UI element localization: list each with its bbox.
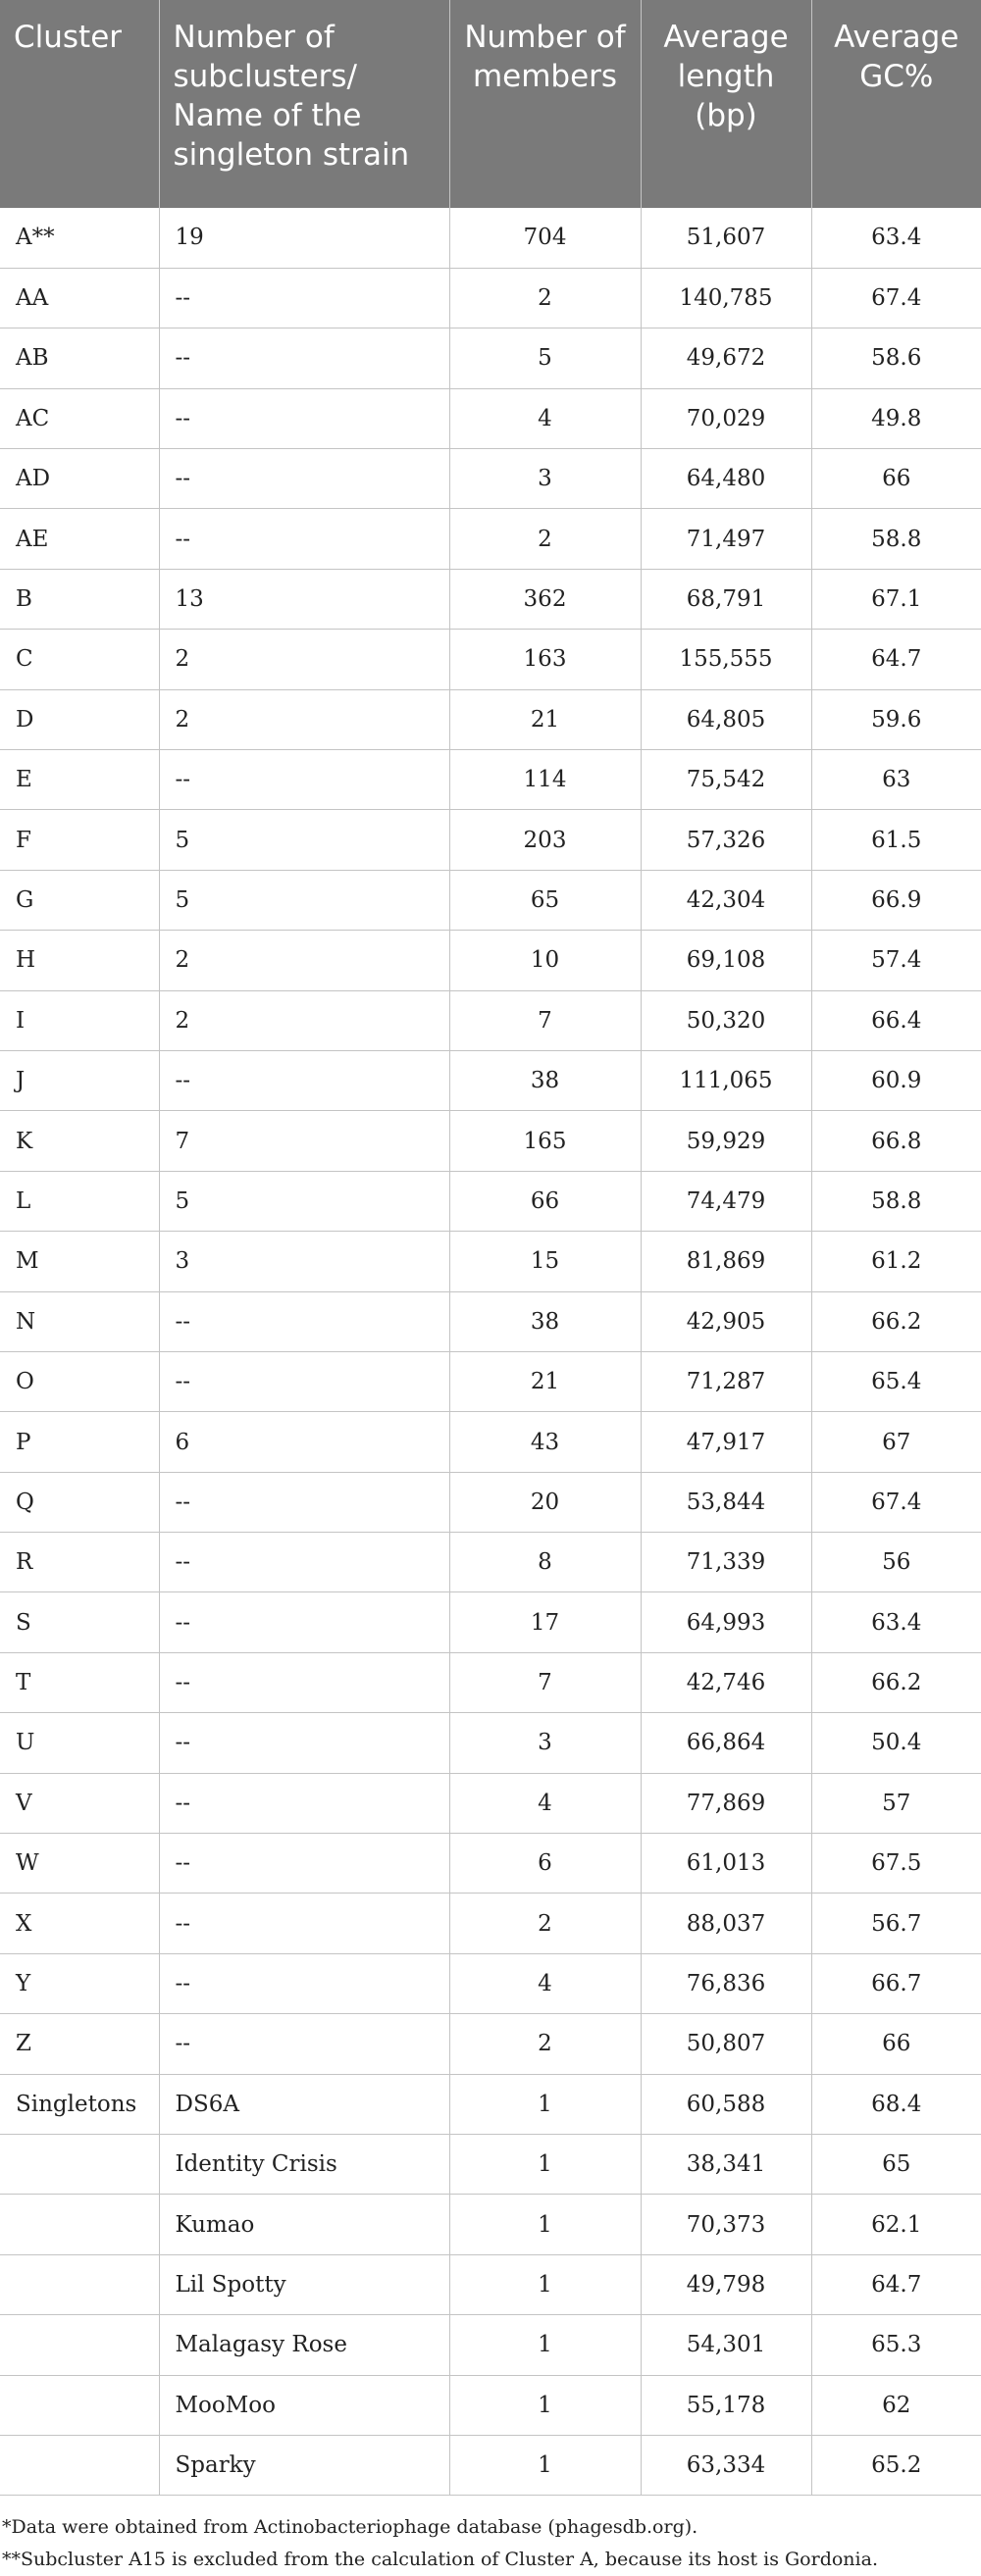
- cell-cluster: K: [0, 1111, 159, 1171]
- cell-subclusters: 13: [159, 569, 449, 629]
- cell-subclusters: 3: [159, 1232, 449, 1291]
- table-row: [0, 2315, 981, 2375]
- cell-subclusters: --: [159, 1713, 449, 1773]
- cell-subclusters: --: [159, 1291, 449, 1351]
- cell-members: 114: [449, 750, 641, 810]
- cell-average-gc: 58.6: [811, 328, 981, 388]
- cell-average-length: 71,287: [641, 1351, 811, 1411]
- cell-members: 8: [449, 1533, 641, 1592]
- cell-subclusters: --: [159, 1533, 449, 1592]
- cell-subclusters: --: [159, 449, 449, 509]
- cell-cluster: [0, 2135, 159, 2195]
- cell-average-gc: 56.7: [811, 1894, 981, 1953]
- cell-cluster: AA: [0, 268, 159, 328]
- cell-average-gc: 62.1: [811, 2195, 981, 2254]
- table-row: [0, 1533, 981, 1592]
- cell-members: 38: [449, 1050, 641, 1110]
- table-row: [0, 388, 981, 448]
- cell-average-length: 51,607: [641, 208, 811, 268]
- cell-cluster: N: [0, 1291, 159, 1351]
- cell-average-length: 111,065: [641, 1050, 811, 1110]
- table-body: [0, 208, 981, 2496]
- cell-average-length: 64,993: [641, 1592, 811, 1652]
- footnote-source: *Data were obtained from Actinobacteriophage database (phagesdb.org).: [2, 2516, 698, 2539]
- cell-cluster: S: [0, 1592, 159, 1652]
- cell-average-length: 155,555: [641, 630, 811, 689]
- cell-subclusters: 2: [159, 990, 449, 1050]
- cell-subclusters: MooMoo: [159, 2375, 449, 2435]
- cell-average-length: 70,029: [641, 388, 811, 448]
- cell-average-gc: 62: [811, 2375, 981, 2435]
- cell-cluster: M: [0, 1232, 159, 1291]
- table-row: [0, 630, 981, 689]
- cell-members: 43: [449, 1412, 641, 1472]
- cell-average-gc: 65.4: [811, 1351, 981, 1411]
- cell-average-gc: 58.8: [811, 1171, 981, 1231]
- table-row: [0, 328, 981, 388]
- table-row: [0, 870, 981, 930]
- cell-members: 1: [449, 2375, 641, 2435]
- table-row: [0, 1050, 981, 1110]
- cell-cluster: X: [0, 1894, 159, 1953]
- table-row: [0, 1171, 981, 1231]
- cell-cluster: Z: [0, 2014, 159, 2074]
- cell-members: 1: [449, 2074, 641, 2134]
- cell-average-length: 74,479: [641, 1171, 811, 1231]
- table-row: [0, 2014, 981, 2074]
- cell-subclusters: --: [159, 1351, 449, 1411]
- cell-cluster: U: [0, 1713, 159, 1773]
- cell-average-length: 54,301: [641, 2315, 811, 2375]
- cell-average-gc: 66.2: [811, 1291, 981, 1351]
- cell-members: 17: [449, 1592, 641, 1652]
- cell-cluster: AD: [0, 449, 159, 509]
- cell-average-length: 64,480: [641, 449, 811, 509]
- header-cluster: Cluster: [0, 0, 159, 208]
- cell-subclusters: 5: [159, 810, 449, 870]
- cell-subclusters: 2: [159, 931, 449, 990]
- cell-average-length: 47,917: [641, 1412, 811, 1472]
- cell-cluster: Y: [0, 1953, 159, 2013]
- cell-cluster: V: [0, 1773, 159, 1833]
- cell-members: 4: [449, 388, 641, 448]
- cell-subclusters: 6: [159, 1412, 449, 1472]
- cell-average-length: 42,746: [641, 1652, 811, 1712]
- cell-average-length: 63,334: [641, 2435, 811, 2495]
- cell-members: 1: [449, 2135, 641, 2195]
- cell-members: 3: [449, 449, 641, 509]
- table-row: [0, 1773, 981, 1833]
- table-row: [0, 990, 981, 1050]
- footnotes: [0, 2496, 981, 2576]
- table-row: [0, 2375, 981, 2435]
- cell-average-length: 53,844: [641, 1472, 811, 1532]
- cell-average-gc: 66: [811, 2014, 981, 2074]
- cell-members: 20: [449, 1472, 641, 1532]
- cell-subclusters: --: [159, 1592, 449, 1652]
- cell-subclusters: --: [159, 1050, 449, 1110]
- cell-average-gc: 66.8: [811, 1111, 981, 1171]
- cell-average-gc: 61.5: [811, 810, 981, 870]
- cell-average-length: 42,905: [641, 1291, 811, 1351]
- cell-members: 2: [449, 268, 641, 328]
- cell-average-length: 71,497: [641, 509, 811, 569]
- cell-subclusters: --: [159, 2014, 449, 2074]
- header-average-length: Average length (bp): [641, 0, 811, 208]
- cell-average-gc: 61.2: [811, 1232, 981, 1291]
- table-row: [0, 449, 981, 509]
- cell-cluster: B: [0, 569, 159, 629]
- cell-subclusters: --: [159, 1472, 449, 1532]
- cell-cluster: [0, 2254, 159, 2314]
- table-row: [0, 509, 981, 569]
- table-row: [0, 1592, 981, 1652]
- cell-subclusters: DS6A: [159, 2074, 449, 2134]
- cell-subclusters: 5: [159, 1171, 449, 1231]
- cell-members: 1: [449, 2195, 641, 2254]
- cell-members: 3: [449, 1713, 641, 1773]
- cell-average-gc: 57: [811, 1773, 981, 1833]
- cell-average-length: 42,304: [641, 870, 811, 930]
- cell-average-gc: 66.9: [811, 870, 981, 930]
- header-members: Number of members: [449, 0, 641, 208]
- cell-average-gc: 67.4: [811, 1472, 981, 1532]
- cell-cluster: E: [0, 750, 159, 810]
- header-average-gc: Average GC%: [811, 0, 981, 208]
- cell-subclusters: --: [159, 509, 449, 569]
- cell-average-gc: 63.4: [811, 208, 981, 268]
- cell-cluster: G: [0, 870, 159, 930]
- table-row: [0, 1834, 981, 1894]
- cell-average-length: 55,178: [641, 2375, 811, 2435]
- cell-members: 4: [449, 1953, 641, 2013]
- cell-members: 21: [449, 1351, 641, 1411]
- cell-members: 2: [449, 2014, 641, 2074]
- cell-members: 10: [449, 931, 641, 990]
- cell-members: 1: [449, 2435, 641, 2495]
- cell-members: 38: [449, 1291, 641, 1351]
- table-row: [0, 2135, 981, 2195]
- cell-average-length: 77,869: [641, 1773, 811, 1833]
- cell-average-length: 70,373: [641, 2195, 811, 2254]
- cell-average-length: 68,791: [641, 569, 811, 629]
- cell-members: 21: [449, 689, 641, 749]
- cell-subclusters: --: [159, 750, 449, 810]
- cell-average-gc: 50.4: [811, 1713, 981, 1773]
- cell-subclusters: Sparky: [159, 2435, 449, 2495]
- cell-subclusters: Kumao: [159, 2195, 449, 2254]
- cell-average-length: 76,836: [641, 1953, 811, 2013]
- cell-average-length: 38,341: [641, 2135, 811, 2195]
- cell-average-length: 59,929: [641, 1111, 811, 1171]
- table-row: [0, 689, 981, 749]
- table-row: [0, 931, 981, 990]
- cell-members: 7: [449, 990, 641, 1050]
- table-row: [0, 1111, 981, 1171]
- cell-cluster: [0, 2375, 159, 2435]
- table-row: [0, 750, 981, 810]
- cell-cluster: D: [0, 689, 159, 749]
- table-row: [0, 2435, 981, 2495]
- table-row: [0, 810, 981, 870]
- cell-average-gc: 65.2: [811, 2435, 981, 2495]
- cell-cluster: T: [0, 1652, 159, 1712]
- table-row: [0, 1351, 981, 1411]
- table-row: [0, 1232, 981, 1291]
- cell-members: 15: [449, 1232, 641, 1291]
- table-row: [0, 1472, 981, 1532]
- cell-average-length: 66,864: [641, 1713, 811, 1773]
- cell-average-length: 61,013: [641, 1834, 811, 1894]
- cell-average-length: 49,672: [641, 328, 811, 388]
- cell-subclusters: 19: [159, 208, 449, 268]
- cell-average-length: 88,037: [641, 1894, 811, 1953]
- cell-cluster: [0, 2195, 159, 2254]
- cell-cluster: O: [0, 1351, 159, 1411]
- cell-subclusters: 2: [159, 689, 449, 749]
- cell-subclusters: --: [159, 388, 449, 448]
- cell-average-length: 64,805: [641, 689, 811, 749]
- cell-cluster: R: [0, 1533, 159, 1592]
- cell-cluster: Singletons: [0, 2074, 159, 2134]
- cell-average-gc: 65: [811, 2135, 981, 2195]
- cell-cluster: [0, 2435, 159, 2495]
- cell-average-length: 57,326: [641, 810, 811, 870]
- cell-subclusters: Lil Spotty: [159, 2254, 449, 2314]
- cell-average-gc: 67.1: [811, 569, 981, 629]
- cell-average-gc: 60.9: [811, 1050, 981, 1110]
- table-row: [0, 1652, 981, 1712]
- cell-members: 6: [449, 1834, 641, 1894]
- table-row: [0, 569, 981, 629]
- header-subclusters: Number of subclusters/ Name of the singleton strain: [159, 0, 449, 208]
- cell-average-gc: 58.8: [811, 509, 981, 569]
- cell-subclusters: --: [159, 1953, 449, 2013]
- cell-subclusters: Identity Crisis: [159, 2135, 449, 2195]
- cell-subclusters: --: [159, 1834, 449, 1894]
- cell-cluster: J: [0, 1050, 159, 1110]
- cell-subclusters: --: [159, 328, 449, 388]
- cell-subclusters: 7: [159, 1111, 449, 1171]
- cell-average-length: 69,108: [641, 931, 811, 990]
- cell-subclusters: 2: [159, 630, 449, 689]
- table-row: [0, 1713, 981, 1773]
- cell-cluster: AB: [0, 328, 159, 388]
- cell-members: 362: [449, 569, 641, 629]
- header-row: [0, 0, 981, 208]
- cell-average-length: 49,798: [641, 2254, 811, 2314]
- table-row: [0, 2254, 981, 2314]
- cell-members: 7: [449, 1652, 641, 1712]
- cell-subclusters: --: [159, 1773, 449, 1833]
- cell-members: 2: [449, 509, 641, 569]
- cell-cluster: C: [0, 630, 159, 689]
- cell-average-gc: 67.5: [811, 1834, 981, 1894]
- table-row: [0, 1291, 981, 1351]
- cell-average-length: 71,339: [641, 1533, 811, 1592]
- cell-average-length: 140,785: [641, 268, 811, 328]
- cell-cluster: AC: [0, 388, 159, 448]
- table-row: [0, 2074, 981, 2134]
- cell-average-length: 81,869: [641, 1232, 811, 1291]
- cell-subclusters: --: [159, 1894, 449, 1953]
- cell-average-length: 60,588: [641, 2074, 811, 2134]
- table-row: [0, 268, 981, 328]
- cell-cluster: I: [0, 990, 159, 1050]
- cell-cluster: H: [0, 931, 159, 990]
- cell-average-length: 50,320: [641, 990, 811, 1050]
- cell-average-gc: 59.6: [811, 689, 981, 749]
- cell-members: 163: [449, 630, 641, 689]
- cell-members: 203: [449, 810, 641, 870]
- cell-cluster: W: [0, 1834, 159, 1894]
- cell-cluster: F: [0, 810, 159, 870]
- cell-members: 1: [449, 2254, 641, 2314]
- cell-members: 5: [449, 328, 641, 388]
- cell-average-gc: 65.3: [811, 2315, 981, 2375]
- cell-cluster: A**: [0, 208, 159, 268]
- cell-average-gc: 57.4: [811, 931, 981, 990]
- cell-members: 66: [449, 1171, 641, 1231]
- footnote-subcluster: **Subcluster A15 is excluded from the calculation of Cluster A, because its host is Gordonia.: [2, 2549, 878, 2571]
- cell-cluster: Q: [0, 1472, 159, 1532]
- cell-average-gc: 49.8: [811, 388, 981, 448]
- cell-members: 65: [449, 870, 641, 930]
- cell-cluster: AE: [0, 509, 159, 569]
- cell-members: 704: [449, 208, 641, 268]
- cell-average-gc: 56: [811, 1533, 981, 1592]
- cell-average-gc: 67.4: [811, 268, 981, 328]
- cell-cluster: [0, 2315, 159, 2375]
- table-row: [0, 1894, 981, 1953]
- table-row: [0, 1412, 981, 1472]
- cell-average-length: 75,542: [641, 750, 811, 810]
- cell-subclusters: 5: [159, 870, 449, 930]
- cell-members: 1: [449, 2315, 641, 2375]
- cell-average-gc: 64.7: [811, 630, 981, 689]
- cell-average-length: 50,807: [641, 2014, 811, 2074]
- cell-cluster: L: [0, 1171, 159, 1231]
- table-row: [0, 1953, 981, 2013]
- cell-average-gc: 63.4: [811, 1592, 981, 1652]
- cell-average-gc: 63: [811, 750, 981, 810]
- table-row: [0, 2195, 981, 2254]
- cell-average-gc: 66: [811, 449, 981, 509]
- cell-cluster: P: [0, 1412, 159, 1472]
- table-header: [0, 0, 981, 208]
- cell-subclusters: --: [159, 1652, 449, 1712]
- cell-subclusters: --: [159, 268, 449, 328]
- cell-members: 4: [449, 1773, 641, 1833]
- cell-average-gc: 66.7: [811, 1953, 981, 2013]
- cell-average-gc: 64.7: [811, 2254, 981, 2314]
- cell-average-gc: 67: [811, 1412, 981, 1472]
- table-row: [0, 208, 981, 268]
- cell-members: 165: [449, 1111, 641, 1171]
- cell-average-gc: 66.4: [811, 990, 981, 1050]
- cell-members: 2: [449, 1894, 641, 1953]
- cell-subclusters: Malagasy Rose: [159, 2315, 449, 2375]
- cell-average-gc: 66.2: [811, 1652, 981, 1712]
- cell-average-gc: 68.4: [811, 2074, 981, 2134]
